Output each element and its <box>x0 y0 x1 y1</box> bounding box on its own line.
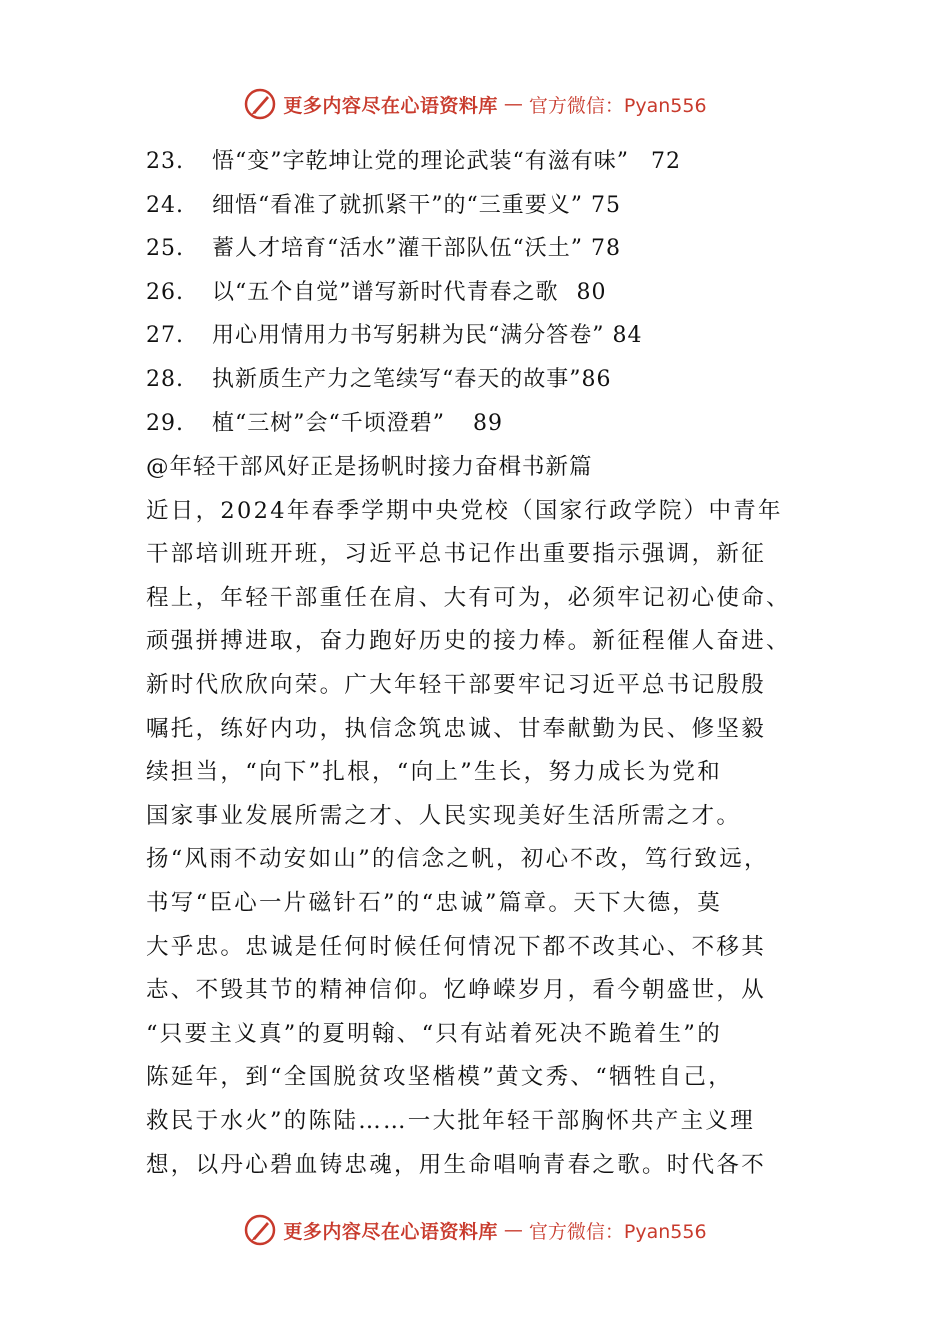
article-line: 救民于水火”的陈陆……一大批年轻干部胸怀共产主义理 <box>146 1107 756 1134</box>
toc-number: 25. <box>146 236 184 262</box>
toc-page: 89 <box>473 410 503 436</box>
article-line: 新时代欣欣向荣。广大年轻干部要牢记习近平总书记殷殷 <box>146 671 767 698</box>
article-heading: @年轻干部风好正是扬帆时接力奋楫书新篇 <box>146 454 593 480</box>
pen-logo-icon <box>243 1213 277 1247</box>
banner-wechat: 官方微信：Pyan556 <box>528 94 707 117</box>
toc-title: 植“三树”会“千顷澄碧” <box>212 410 445 436</box>
toc-item[interactable] <box>146 140 826 184</box>
toc-item[interactable] <box>146 314 826 358</box>
toc-title: 执新质生产力之笔续写“春天的故事” <box>212 366 582 392</box>
article-line: 续担当，“向下”扎根，“向上”生长，努力成长为党和 <box>146 759 723 786</box>
table-of-contents <box>146 140 826 445</box>
header-banner-bottom <box>0 1210 950 1250</box>
toc-item[interactable] <box>146 184 826 228</box>
article-line: 嘱托，练好内功，执信念筑忠诚、甘奉献勤为民、修坚毅 <box>146 715 767 742</box>
article-body <box>146 446 796 1187</box>
toc-page: 75 <box>591 192 621 218</box>
banner-text: 更多内容尽在心语资料库 <box>283 1220 498 1243</box>
toc-item[interactable] <box>146 271 826 315</box>
toc-number: 27. <box>146 323 184 349</box>
article-line: 志、不毁其节的精神信仰。忆峥嵘岁月，看今朝盛世，从 <box>146 977 767 1004</box>
article-line: 国家事业发展所需之才、人民实现美好生活所需之才。 <box>146 802 742 829</box>
article-line: 书写“臣心一片磁针石”的“忠诚”篇章。天下大德，莫 <box>146 889 723 916</box>
article-line: 程上，年轻干部重任在肩、大有可为，必须牢记初心使命、 <box>146 584 791 611</box>
toc-title: 蓄人才培育“活水”灌干部队伍“沃土” <box>212 236 583 262</box>
toc-number: 28. <box>146 366 184 392</box>
article-line: 近日，2024年春季学期中央党校（国家行政学院）中青年 <box>146 497 783 524</box>
banner-text: 更多内容尽在心语资料库 <box>283 94 498 117</box>
toc-item[interactable] <box>146 227 826 271</box>
toc-page: 78 <box>591 236 621 262</box>
article-line: 大乎忠。忠诚是任何时候任何情况下都不改其心、不移其 <box>146 933 767 960</box>
toc-page: 84 <box>612 323 643 349</box>
toc-page: 80 <box>576 279 607 305</box>
article-line: 陈延年，到“全国脱贫攻坚楷模”黄文秀、“牺牲自己， <box>146 1064 734 1091</box>
toc-title: 以“五个自觉”谱写新时代青春之歌 <box>212 279 559 305</box>
pen-logo-icon <box>243 87 277 121</box>
toc-number: 23. <box>146 149 184 174</box>
article-line: “只要主义真”的夏明翰、“只有站着死决不跪着生”的 <box>146 1020 723 1047</box>
toc-item[interactable] <box>146 402 826 446</box>
toc-title: 用心用情用力书写躬耕为民“满分答卷” <box>212 323 605 349</box>
toc-page: 86 <box>581 366 612 392</box>
toc-title: 悟“变”字乾坤让党的理论武装“有滋有味” <box>212 149 629 174</box>
toc-title: 细悟“看准了就抓紧干”的“三重要义” <box>212 192 583 218</box>
article-line: 扬“风雨不动安如山”的信念之帆，初心不改，笃行致远， <box>146 846 769 873</box>
header-banner-top <box>0 84 950 124</box>
toc-page: 72 <box>651 149 681 174</box>
article-line: 顽强拼搏进取，奋力跑好历史的接力棒。新征程催人奋进、 <box>146 628 791 655</box>
article-line: 想，以丹心碧血铸忠魂，用生命唱响青春之歌。时代各不 <box>146 1151 767 1178</box>
article-line: 干部培训班开班，习近平总书记作出重要指示强调，新征 <box>146 541 767 568</box>
banner-dash: — <box>503 93 523 115</box>
toc-number: 29. <box>146 410 184 436</box>
banner-wechat: 官方微信：Pyan556 <box>528 1220 707 1243</box>
toc-item[interactable] <box>146 358 826 402</box>
toc-number: 24. <box>146 192 184 218</box>
banner-dash: — <box>503 1219 523 1241</box>
toc-number: 26. <box>146 279 184 305</box>
